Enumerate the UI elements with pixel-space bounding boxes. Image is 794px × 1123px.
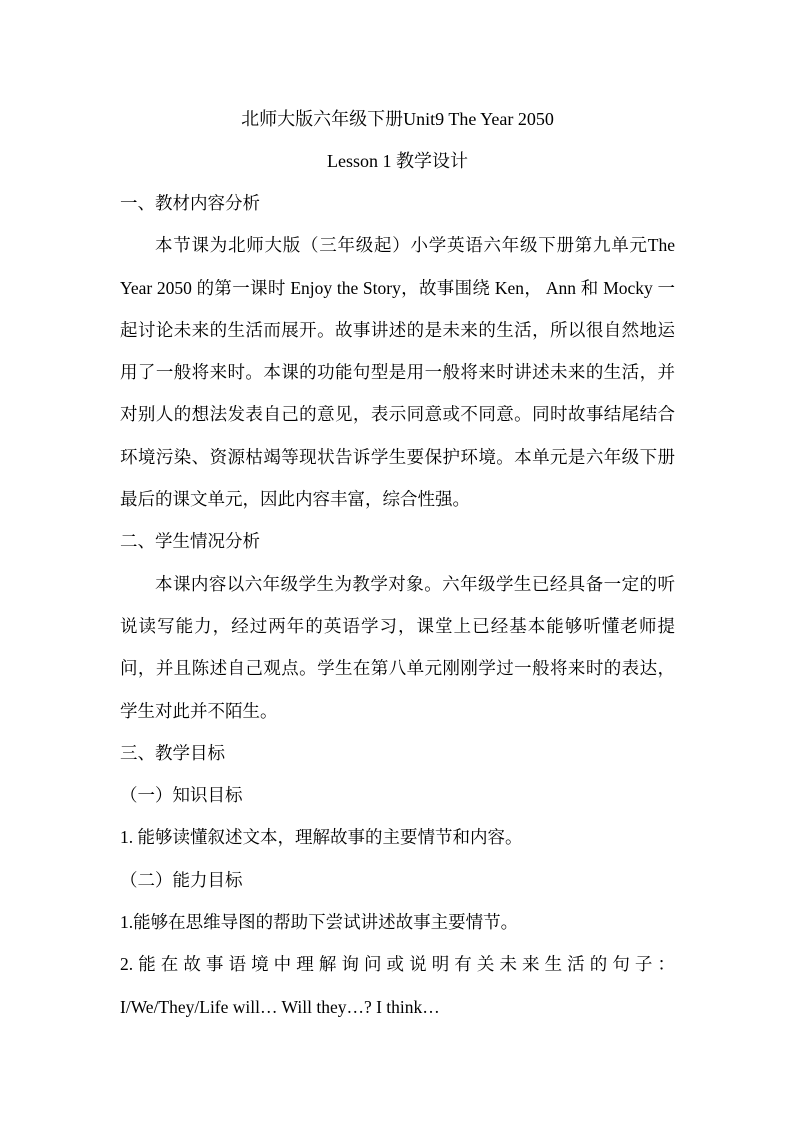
section-heading-student-analysis: 二、学生情况分析 <box>120 531 260 552</box>
ability-goal-item-2: 2.能在故事语境中理解询问或说明有关未来生活的句子： <box>120 954 675 975</box>
subheading-knowledge-goals: （一）知识目标 <box>120 785 243 806</box>
section-heading-textbook-analysis: 一、教材内容分析 <box>120 193 260 213</box>
section-heading-teaching-goals: 三、教学目标 <box>120 742 225 763</box>
paragraph-student-analysis: 本课内容以六年级学生为教学对象。六年级学生已经具备一定的听说读写能力，经过两年的英语学习，课堂上已经基本能够听懂老师提问，并且陈述自己观点。学生在第八单元刚刚学过一般将来时的表达，学生对此并不陌生。 <box>120 573 675 721</box>
document-subtitle: Lesson 1 教学设计 <box>327 151 468 171</box>
subheading-ability-goals: （二）能力目标 <box>120 869 243 890</box>
document-title: 北师大版六年级下册Unit9 The Year 2050 <box>241 109 554 129</box>
paragraph-textbook-analysis: 本节课为北师大版（三年级起）小学英语六年级下册第九单元The Year 2050 的第一课时 Enjoy the Story，故事围绕 Ken， Ann 和 Mocky 一起讨论未来的生活而展开。故事讲述的是未来的生活，所以很自然地运用了一般将来时。本课的功能句型是用一般将来时讲述未来的生活，并对别人的想法发表自己的意见，表示同意或不同意。同时故事结尾结合环境污染、资源枯竭等现状告诉学生要保护环境。本单元是六年级下册最后的课文单元，因此内容丰富，综合性强。 <box>120 235 675 510</box>
document-body <box>120 98 675 1028</box>
ability-goal-item-1: 1.能够在思维导图的帮助下尝试讲述故事主要情节。 <box>120 912 519 933</box>
knowledge-goal-item-1: 1. 能够读懂叙述文本，理解故事的主要情节和内容。 <box>120 827 523 848</box>
ability-goal-item-2-sentences: I/We/They/Life will… Will they…? I think… <box>120 996 440 1017</box>
